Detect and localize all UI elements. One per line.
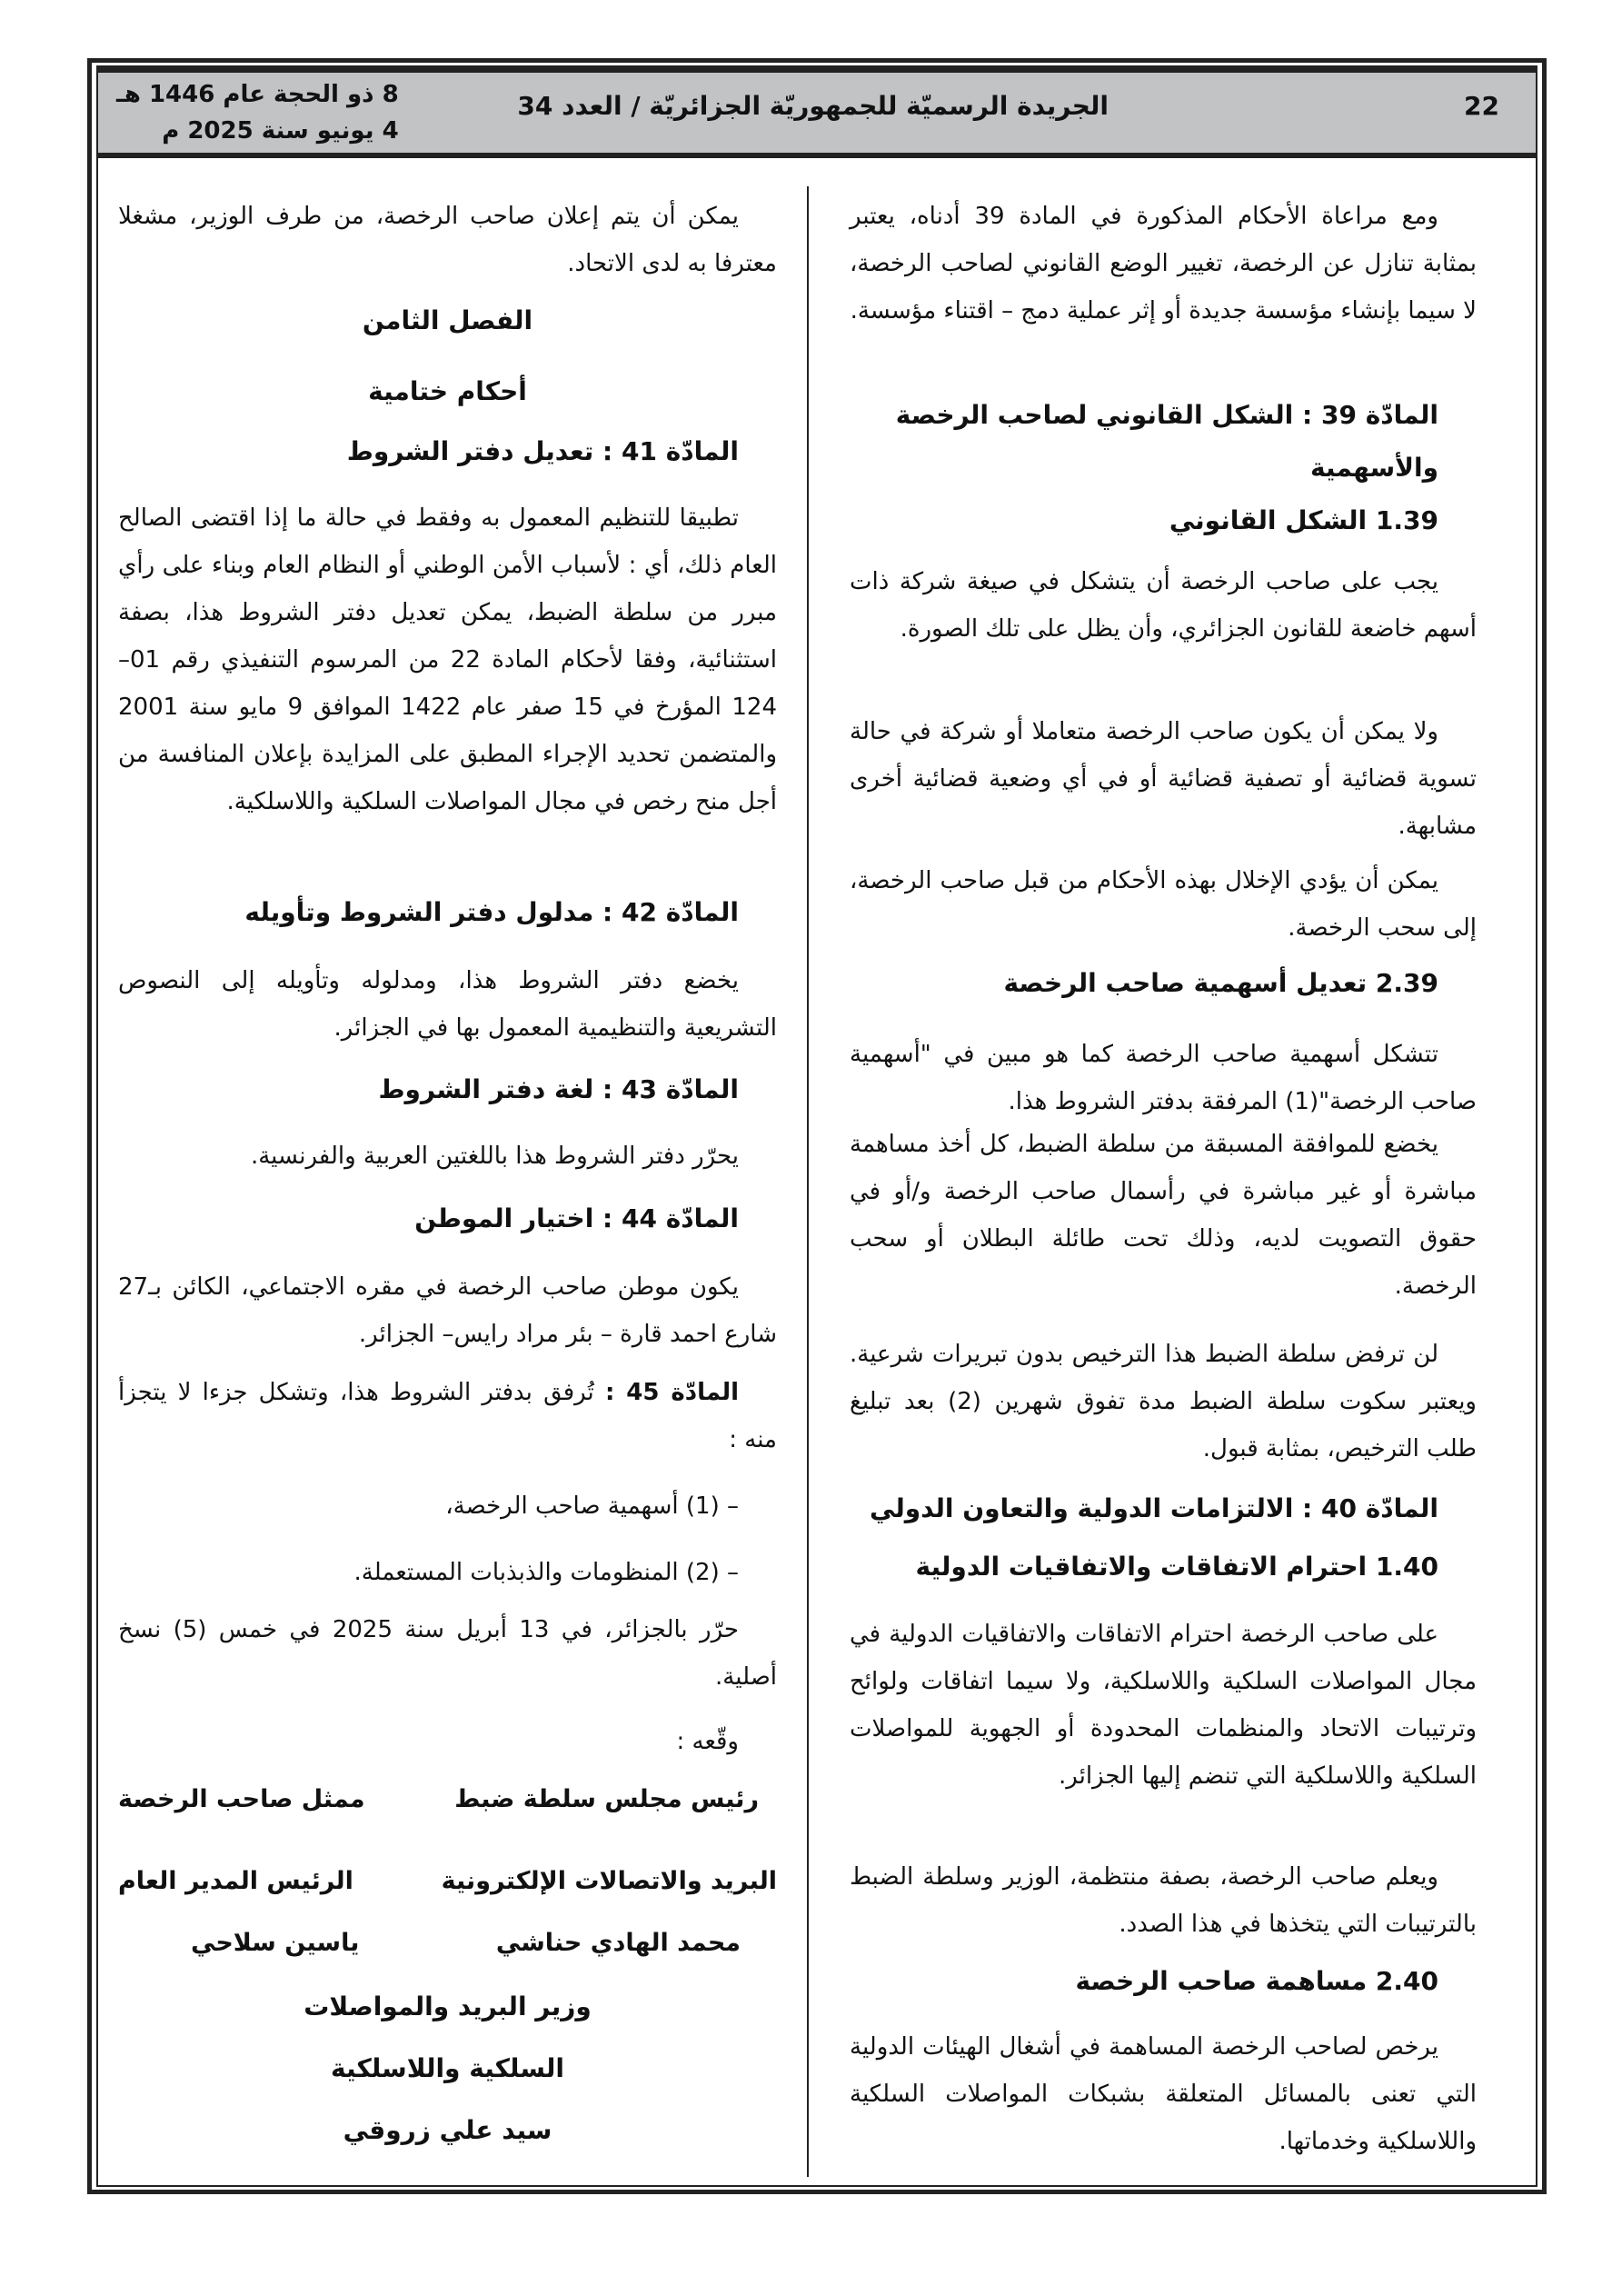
paragraph: يمكن أن يؤدي الإخلال بهذه الأحكام من قبل صاحب الرخصة، إلى سحب الرخصة.: [850, 867, 1477, 942]
paragraph: ويعلم صاحب الرخصة، بصفة منتظمة، الوزير وسلطة الضبط بالترتيبات التي يتخذها في هذا الصدد.: [850, 1863, 1477, 1938]
article-39-heading: المادّة 39 : الشكل القانوني لصاحب الرخصة والأسهمية: [895, 400, 1438, 483]
paragraph: يخضع دفتر الشروط هذا، ومدلوله وتأويله إلى النصوص التشريعية والتنظيمية المعمول بها في الجزائر.: [118, 967, 777, 1042]
minister-title: السلكية واللاسلكية: [331, 2053, 564, 2083]
section-2-40-heading: 2.40 مساهمة صاحب الرخصة: [1075, 1966, 1438, 1996]
page-header: [98, 67, 1536, 158]
signatory-title: البريد والاتصالات الإلكترونية: [441, 1867, 777, 1895]
paragraph: يكون موطن صاحب الرخصة في مقره الاجتماعي، الكائن بـ27 شارع احمد قارة – بئر مراد رايس– الجزائر.: [118, 1273, 777, 1348]
page-number: 22: [1464, 91, 1499, 121]
signature-row: [118, 1858, 777, 1905]
article-45-text: تُرفق بدفتر الشروط هذا، وتشكل جزءا لا يتجزأ منه :: [118, 1379, 777, 1453]
signature-row: [118, 1920, 777, 1967]
paragraph: يمكن أن يتم إعلان صاحب الرخصة، من طرف الوزير، مشغلا معترفا به لدى الاتحاد.: [118, 203, 777, 277]
paragraph: يخضع للموافقة المسبقة من سلطة الضبط، كل أخذ مساهمة مباشرة أو غير مباشرة في رأسمال صاحب الرخصة و/أو في حقوق التصويت لديه، وذلك تحت طائلة البطلان أو سحب الرخصة.: [850, 1131, 1477, 1300]
signature-row: [118, 1776, 777, 1823]
signed-label: وقّعه :: [676, 1728, 739, 1755]
paragraph: يجب على صاحب الرخصة أن يتشكل في صيغة شركة ذات أسهم خاضعة للقانون الجزائري، وأن يظل على تلك الصورة.: [850, 568, 1477, 643]
paragraph: يحرّر دفتر الشروط هذا باللغتين العربية والفرنسية.: [250, 1143, 739, 1170]
article-45-paragraph: [118, 1369, 777, 1463]
list-item: – (2) المنظومات والذبذبات المستعملة.: [353, 1559, 739, 1586]
date-hijri: 8 ذو الحجة عام 1446 هـ: [116, 81, 399, 108]
paragraph: ومع مراعاة الأحكام المذكورة في المادة 39 أدناه، يعتبر بمثابة تنازل عن الرخصة، تغيير الوضع القانوني لصاحب الرخصة، لا سيما بإنشاء مؤسسة جديدة أو إثر عملية دمج – اقتناء مؤسسة.: [850, 203, 1477, 324]
minister-title: وزير البريد والمواصلات: [304, 1992, 592, 2021]
chapter-heading: الفصل الثامن: [362, 305, 533, 335]
section-1-39-heading: 1.39 الشكل القانوني: [1169, 505, 1438, 535]
signatory-title: ممثل صاحب الرخصة: [118, 1785, 365, 1813]
issue-date: [116, 76, 399, 149]
article-40-heading: المادّة 40 : الالتزامات الدولية والتعاون الدولي: [869, 1493, 1438, 1523]
paragraph: على صاحب الرخصة احترام الاتفاقات والاتفاقيات الدولية في مجال المواصلات السلكية واللاسلكية، ولا سيما اتفاقات ولوائح وترتيبات الاتحاد والمنظمات المحدودة أو الجهوية للمواصلات السلكية واللاسلكية التي تنضم إليها الجزائر.: [850, 1621, 1477, 1790]
article-45-label: المادّة 45 :: [604, 1379, 739, 1406]
section-1-40-heading: 1.40 احترام الاتفاقات والاتفاقيات الدولية: [915, 1552, 1438, 1582]
minister-name: سيد علي زروقي: [343, 2115, 552, 2145]
list-item: – (1) أسهمية صاحب الرخصة،: [445, 1492, 739, 1520]
paragraph: لن ترفض سلطة الضبط هذا الترخيص بدون تبريرات شرعية. ويعتبر سكوت سلطة الضبط مدة تفوق شهرين (2) بعد تبليغ طلب الترخيص، بمثابة قبول.: [850, 1341, 1477, 1462]
paragraph: حرّر بالجزائر، في 13 أبريل سنة 2025 في خمس (5) نسخ أصلية.: [118, 1616, 777, 1691]
gazette-title: الجريدة الرسميّة للجمهوريّة الجزائريّة / العدد 34: [517, 91, 1109, 121]
chapter-title: أحكام ختامية: [368, 376, 527, 406]
article-43-heading: المادّة 43 : لغة دفتر الشروط: [378, 1074, 739, 1104]
date-gregorian: 4 يونيو سنة 2025 م: [162, 117, 399, 145]
article-41-heading: المادّة 41 : تعديل دفتر الشروط: [346, 436, 739, 466]
signatory-title: الرئيس المدير العام: [118, 1867, 353, 1895]
paragraph: تتشكل أسهمية صاحب الرخصة كما هو مبين في "أسهمية صاحب الرخصة"(1) المرفقة بدفتر الشروط هذا.: [850, 1041, 1477, 1115]
signatory-name: ياسين سلاحي: [191, 1929, 360, 1957]
article-44-heading: المادّة 44 : اختيار الموطن: [414, 1203, 739, 1233]
signatory-name: محمد الهادي حناشي: [495, 1929, 741, 1957]
signatory-title: رئيس مجلس سلطة ضبط: [454, 1785, 759, 1813]
column-divider: [807, 186, 809, 2177]
paragraph: يرخص لصاحب الرخصة المساهمة في أشغال الهيئات الدولية التي تعنى بالمسائل المتعلقة بشبكات المواصلات السلكية واللاسلكية وخدماتها.: [850, 2033, 1477, 2155]
paragraph: ولا يمكن أن يكون صاحب الرخصة متعاملا أو شركة في حالة تسوية قضائية أو تصفية قضائية أو في أي وضعية قضائية أخرى مشابهة.: [850, 718, 1477, 840]
article-42-heading: المادّة 42 : مدلول دفتر الشروط وتأويله: [244, 897, 739, 927]
section-2-39-heading: 2.39 تعديل أسهمية صاحب الرخصة: [1003, 968, 1438, 998]
paragraph: تطبيقا للتنظيم المعمول به وفقط في حالة ما إذا اقتضى الصالح العام ذلك، أي : لأسباب الأمن الوطني أو النظام العام وبناء على رأي مبرر من سلطة الضبط، يمكن تعديل دفتر الشروط هذا، بصفة استثنائية، وفقا لأحكام المادة 22 من المرسوم التنفيذي رقم 01–124 المؤرخ في 15 صفر عام 1422 الموافق 9 مايو سنة 2001 والمتضمن تحديد الإجراء المطبق على المزايدة بإعلان المنافسة من أجل منح رخص في مجال المواصلات السلكية واللاسلكية.: [118, 504, 778, 815]
